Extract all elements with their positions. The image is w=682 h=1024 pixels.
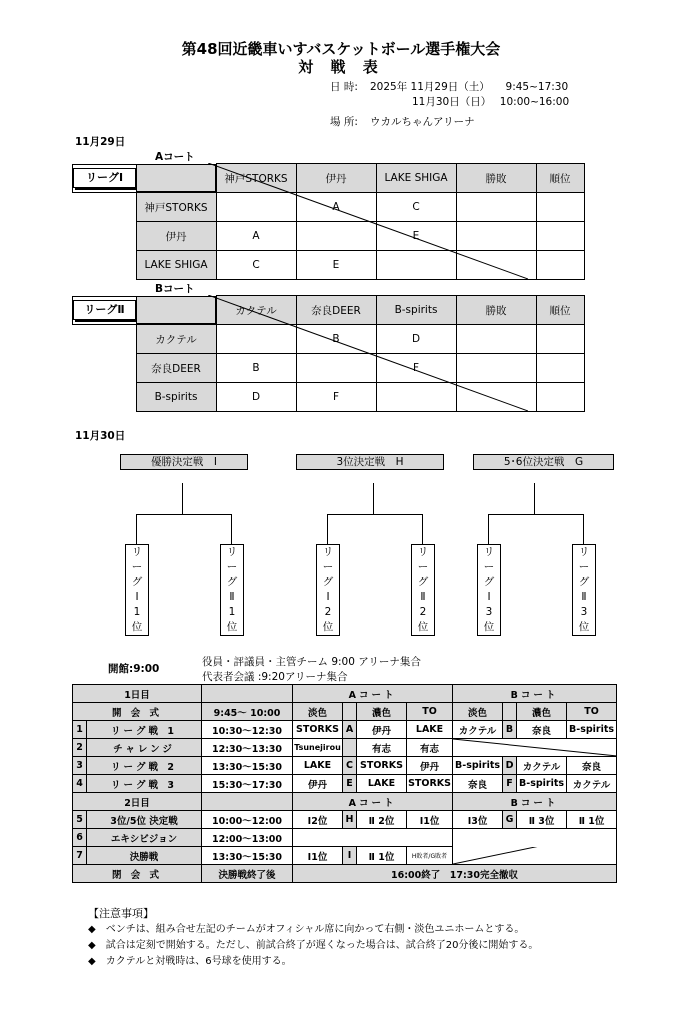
slot-char: 3 [580, 606, 588, 618]
league2-cell: F [376, 354, 456, 383]
match-time: 10:30～12:30 [202, 721, 293, 739]
a-to-team: 伊丹 [407, 757, 453, 775]
note-text: ベンチは、組み合せ左記のチームがオフィシャル席に向かって右側・淡色ユニホームとする。 [105, 924, 525, 935]
slot-char: 3 [485, 606, 493, 618]
slot-char: リ [226, 546, 238, 558]
league1-cell: A [216, 222, 296, 251]
bracket-line [327, 514, 328, 544]
slot-char: リ [417, 546, 429, 558]
league2-cell: F [296, 383, 376, 412]
league1-cell: A [296, 193, 376, 222]
slot-char: リ [483, 546, 495, 558]
a-game-code: I [343, 847, 357, 865]
slot-char: Ⅰ [326, 591, 330, 603]
b-to-team: B-spirits [567, 721, 617, 739]
match-time: 12:30～13:30 [202, 739, 293, 757]
slot-char: ー [578, 561, 590, 573]
court-b-header: Bコート [453, 685, 617, 703]
b-light-team: Ⅰ3位 [453, 811, 503, 829]
league2-row-team: B-spirits [136, 383, 216, 412]
opening-line-2: 代表者会議 :9:20アリーナ集合 [202, 671, 348, 683]
bracket-line [488, 514, 583, 515]
final-3-left-slot [477, 544, 501, 636]
b-empty-slash [453, 847, 617, 864]
bracket-line [534, 483, 535, 514]
bracket-line [373, 483, 374, 514]
bracket-line [136, 514, 231, 515]
slot-char: Ⅱ [581, 591, 587, 603]
b-dark-team: Ⅱ 3位 [517, 811, 567, 829]
a-empty-cell [293, 829, 453, 847]
venue-label: 場 所: [330, 116, 358, 128]
slot-char: ー [226, 561, 238, 573]
slot-char: グ [226, 576, 238, 588]
league2-court: Bコート [155, 283, 195, 295]
a-game-code: E [343, 775, 357, 793]
court-b-to: TO [567, 703, 617, 721]
a-light-team: STORKS [293, 721, 343, 739]
match-no: 3 [73, 757, 87, 775]
league1-court: Aコート [155, 151, 195, 163]
final-brackets [0, 452, 682, 642]
league2-corner [72, 296, 216, 325]
a-game-code: C [343, 757, 357, 775]
day2-label: 11月30日 [75, 430, 126, 442]
slot-char: 2 [419, 606, 427, 618]
league2-cell [536, 354, 584, 383]
bracket-line [231, 514, 232, 544]
a-dark-team: Ⅱ 2位 [357, 811, 407, 829]
notes [88, 906, 648, 970]
a-light-team: Ⅰ2位 [293, 811, 343, 829]
bullet-icon: ◆ [88, 924, 96, 935]
note-text: 試合は定刻で開始する。ただし、前試合終了が遅くなった場合は、試合終了20分後に開始する。 [105, 940, 539, 951]
bullet-icon: ◆ [88, 940, 96, 951]
league1-cell [536, 193, 584, 222]
match-no: 1 [73, 721, 87, 739]
slot-char: ー [417, 561, 429, 573]
final-1-right-slot [220, 544, 244, 636]
a-to-team: H敗者/G敗者 [407, 847, 453, 865]
match-event: エキシビジョン [87, 829, 202, 847]
b-to-team: カクテル [567, 775, 617, 793]
match-time: 13:30～15:30 [202, 847, 293, 865]
final-3-right-slot [572, 544, 596, 636]
bracket-line [583, 514, 584, 544]
league1-cell: E [296, 251, 376, 280]
league2-name: リーグⅡ [73, 300, 136, 320]
note-item [88, 938, 648, 954]
league2-col-2: 奈良DEER [296, 296, 376, 325]
closing-time: 決勝戦終了後 [202, 865, 293, 883]
league1-col-2: 伊丹 [296, 164, 376, 193]
league1-cell: C [216, 251, 296, 280]
final-3-title: 5･6位決定戦 G [473, 454, 614, 470]
slot-char: Ⅱ [420, 591, 426, 603]
slot-char: リ [578, 546, 590, 558]
match-event: 決勝戦 [87, 847, 202, 865]
final-1-title: 優勝決定戦 I [120, 454, 248, 470]
slot-char: 1 [228, 606, 236, 618]
final-1-left-slot [125, 544, 149, 636]
league2-cell [536, 325, 584, 354]
opening-label: 開館:9:00 [108, 663, 160, 675]
day2-header: 2日目 [73, 793, 202, 811]
slot-char: Ⅰ [135, 591, 139, 603]
a-game-code: H [343, 811, 357, 829]
a-dark-team: 伊丹 [357, 721, 407, 739]
notes-heading: 【注意事項】 [88, 907, 154, 920]
league1-col-rank: 順位 [536, 164, 584, 193]
league2-col-result: 勝敗 [456, 296, 536, 325]
bracket-line [136, 514, 137, 544]
league1-row-team: 神戸STORKS [136, 193, 216, 222]
date-line-1: 2025年 11月29日（土） 9:45~17:30 [370, 81, 569, 93]
match-event: リーグ戦 3 [87, 775, 202, 793]
court-a-dark: 濃色 [357, 703, 407, 721]
b-to-team: Ⅱ 1位 [567, 811, 617, 829]
a-dark-team: 有志 [357, 739, 407, 757]
opening-time: 9:45～ 10:00 [202, 703, 293, 721]
b-light-team: B-spirits [453, 757, 503, 775]
league1-col-1: 神戸STORKS [216, 164, 296, 193]
final-2-right-slot [411, 544, 435, 636]
league1-corner [72, 164, 216, 193]
b-empty-cell [453, 847, 617, 865]
slot-char: ー [131, 561, 143, 573]
slot-char: グ [131, 576, 143, 588]
b-game-code: F [503, 775, 517, 793]
league1-corner-cell [136, 164, 216, 192]
court-b-light: 淡色 [453, 703, 503, 721]
b-game-code: D [503, 757, 517, 775]
a-light-team: Ⅰ1位 [293, 847, 343, 865]
court-b-dark: 濃色 [517, 703, 567, 721]
day1-header: 1日目 [73, 685, 202, 703]
b-light-team: 奈良 [453, 775, 503, 793]
league2-col-3: B-spirits [376, 296, 456, 325]
b-dark-team: カクテル [517, 757, 567, 775]
league1-cell [536, 251, 584, 280]
final-2-left-slot [316, 544, 340, 636]
b-to-team: 奈良 [567, 757, 617, 775]
a-to-team: 有志 [407, 739, 453, 757]
league2-diagonal [208, 295, 528, 411]
match-event: チャレンジ [87, 739, 202, 757]
a-dark-team: Ⅱ 1位 [357, 847, 407, 865]
court-a-header: Aコート [293, 685, 453, 703]
league1-row-team: LAKE SHIGA [136, 251, 216, 280]
match-event: 3位/5位 決定戦 [87, 811, 202, 829]
league1-cell: E [376, 222, 456, 251]
league2-corner-cell [136, 296, 216, 324]
slot-char: 位 [483, 621, 495, 633]
slot-char: グ [483, 576, 495, 588]
note-item [88, 954, 648, 970]
match-event: リーグ戦 2 [87, 757, 202, 775]
a-game-code: A [343, 721, 357, 739]
a-game-code [343, 739, 357, 757]
day1-label: 11月29日 [75, 136, 126, 148]
b-game-code: B [503, 721, 517, 739]
page-title: 第48回近畿車いすバスケットボール選手権大会 [181, 40, 501, 58]
a-light-team: 伊丹 [293, 775, 343, 793]
note-text: カクテルと対戦時は、6号球を使用する。 [105, 956, 292, 967]
a-dark-team: STORKS [357, 757, 407, 775]
closing-ceremony: 閉 会 式 [73, 865, 202, 883]
league1-cell [536, 222, 584, 251]
league1-name: リーグⅠ [73, 168, 136, 188]
match-time: 13:30～15:30 [202, 757, 293, 775]
league2-row-team: カクテル [136, 325, 216, 354]
court-b-header-2: Bコート [453, 793, 617, 811]
slot-char: グ [417, 576, 429, 588]
slot-char: 位 [322, 621, 334, 633]
b-dark-team: 奈良 [517, 721, 567, 739]
league1-cell: C [376, 193, 456, 222]
date-line-2: 11月30日（日） 10:00~16:00 [412, 96, 570, 108]
slot-char: グ [322, 576, 334, 588]
match-no: 7 [73, 847, 87, 865]
slot-char: Ⅰ [487, 591, 491, 603]
slot-char: 2 [324, 606, 332, 618]
a-to-team: STORKS [407, 775, 453, 793]
a-to-team: LAKE [407, 721, 453, 739]
b-empty-slash [453, 739, 617, 756]
venue: ウカルちゃんアリーナ [370, 116, 475, 128]
slot-char: Ⅱ [229, 591, 235, 603]
league2-cell: B [216, 354, 296, 383]
slot-char: ー [322, 561, 334, 573]
slot-char: グ [578, 576, 590, 588]
b-empty-cell [453, 739, 617, 757]
date-label: 日 時: [330, 81, 358, 93]
b-dark-team: B-spirits [517, 775, 567, 793]
league1-name-box [72, 164, 137, 193]
court-a-light: 淡色 [293, 703, 343, 721]
league2-col-rank: 順位 [536, 296, 584, 325]
league2-cell [536, 383, 584, 412]
league2-name-box [72, 296, 137, 325]
match-no: 2 [73, 739, 87, 757]
league2-cell: B [296, 325, 376, 354]
page-subtitle: 対 戦 表 [298, 58, 384, 76]
match-event: リーグ戦 1 [87, 721, 202, 739]
final-2-title: 3位決定戦 H [296, 454, 444, 470]
league1-diagonal [208, 163, 528, 279]
opening-ceremony: 開 会 式 [73, 703, 202, 721]
league2-row-team: 奈良DEER [136, 354, 216, 383]
schedule-wrap [72, 684, 616, 883]
a-light-team: LAKE [293, 757, 343, 775]
court-a-header-2: Aコート [293, 793, 453, 811]
note-item [88, 922, 648, 938]
opening-line-1: 役員・評議員・主管チーム 9:00 アリーナ集合 [202, 656, 421, 668]
b-light-team: カクテル [453, 721, 503, 739]
slot-char: 位 [578, 621, 590, 633]
schedule-table [72, 684, 617, 883]
slot-char: 位 [131, 621, 143, 633]
match-time: 10:00～12:00 [202, 811, 293, 829]
court-a-to: TO [407, 703, 453, 721]
slot-char: 位 [226, 621, 238, 633]
match-no: 4 [73, 775, 87, 793]
a-to-team: Ⅰ1位 [407, 811, 453, 829]
bracket-line [182, 483, 183, 514]
slot-char: リ [322, 546, 334, 558]
match-no: 6 [73, 829, 87, 847]
a-dark-team: LAKE [357, 775, 407, 793]
bracket-line [327, 514, 422, 515]
league2-table-wrap [72, 295, 584, 411]
league1-col-3: LAKE SHIGA [376, 164, 456, 193]
league1-col-result: 勝敗 [456, 164, 536, 193]
league2-col-1: カクテル [216, 296, 296, 325]
league2-cell: D [376, 325, 456, 354]
b-game-code: G [503, 811, 517, 829]
bullet-icon: ◆ [88, 956, 96, 967]
match-no: 5 [73, 811, 87, 829]
closing-note: 16:00終了 17:30完全撤収 [293, 865, 617, 883]
slot-char: リ [131, 546, 143, 558]
slot-char: 1 [133, 606, 141, 618]
slot-char: 位 [417, 621, 429, 633]
league2-cell: D [216, 383, 296, 412]
league1-row-team: 伊丹 [136, 222, 216, 251]
bracket-line [422, 514, 423, 544]
match-time: 12:00～13:00 [202, 829, 293, 847]
slot-char: ー [483, 561, 495, 573]
match-time: 15:30～17:30 [202, 775, 293, 793]
b-empty-cell [453, 829, 617, 847]
a-light-team: Tsunejirou [293, 739, 343, 757]
league1-table-wrap [72, 163, 584, 279]
bracket-line [488, 514, 489, 544]
